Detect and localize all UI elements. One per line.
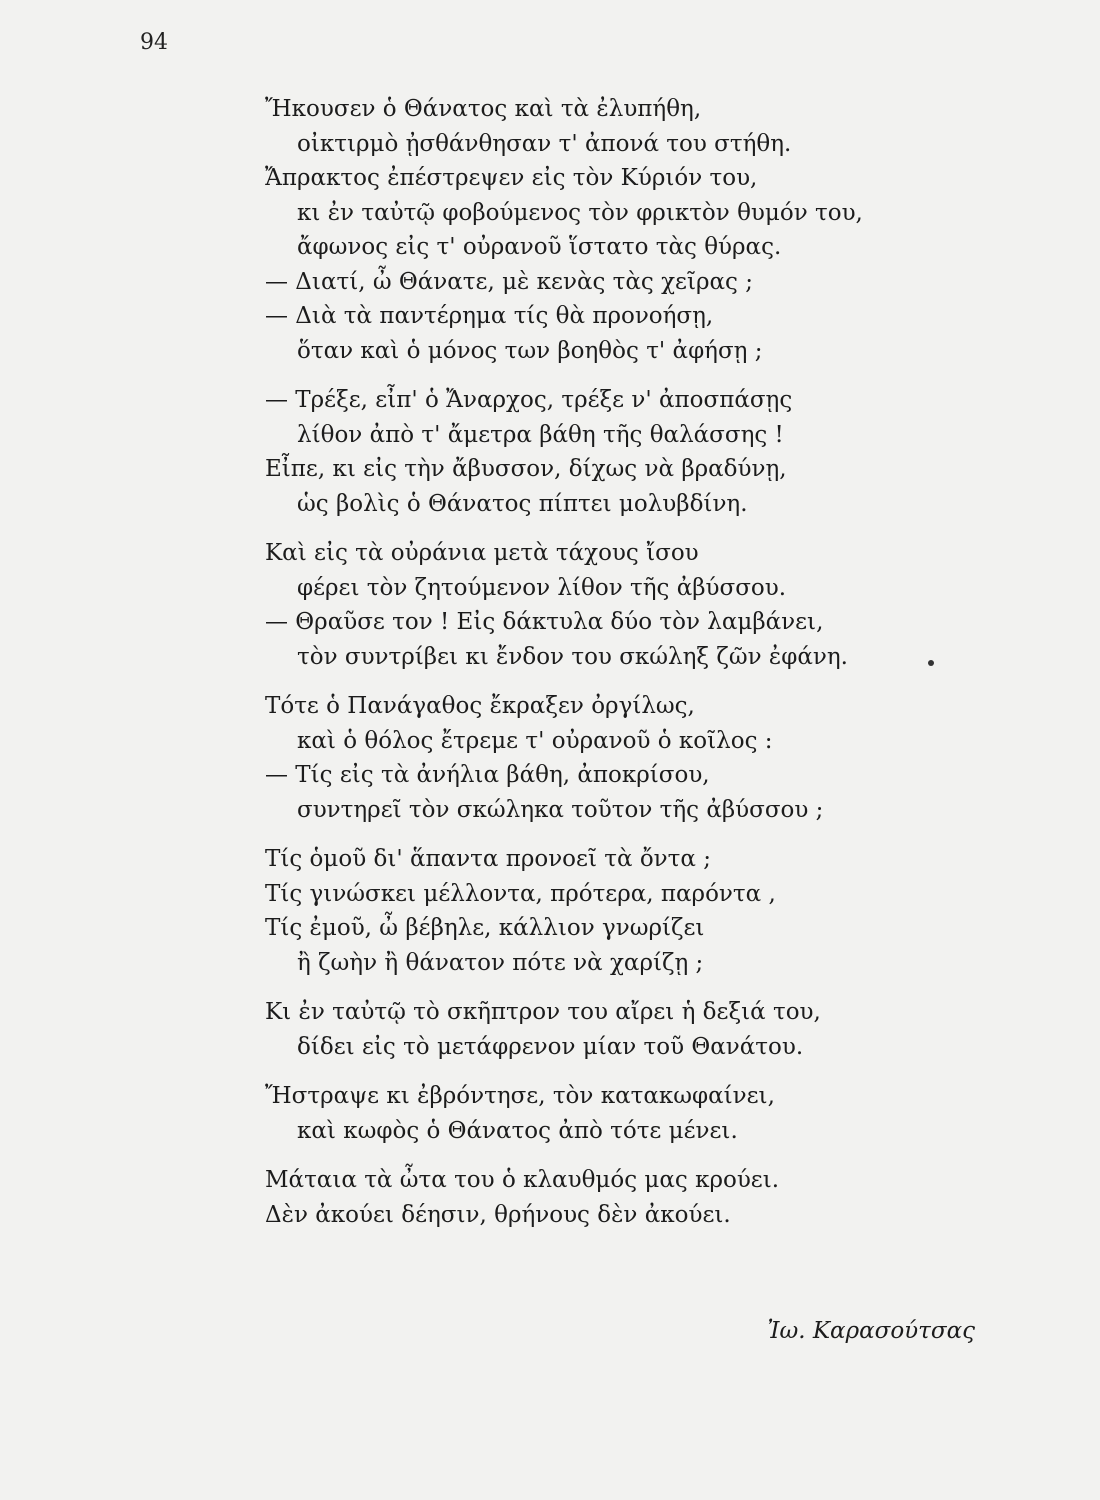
poem-line: κι ἐν ταὐτῷ φοβούμενος τὸν φρικτὸν θυμόν του,	[297, 199, 863, 226]
poem-line: τὸν συντρίβει κι ἔνδον του σκώληξ ζῶν ἐφάνη.	[297, 643, 848, 670]
poem-line: Εἶπε, κι εἰς τὴν ἄβυσσον, δίχως νὰ βραδύνῃ,	[265, 456, 787, 482]
poem-line: Ἤκουσεν ὁ Θάνατος καὶ τὰ ἐλυπήθη,	[265, 96, 702, 122]
poem-line: ὅταν καὶ ὁ μόνος των βοηθὸς τ' ἀφήσῃ ;	[297, 337, 763, 364]
poem-line: λίθον ἀπὸ τ' ἄμετρα βάθη τῆς θαλάσσης !	[297, 421, 784, 448]
poem-line: Τότε ὁ Πανάγαθος ἔκραξεν ὀργίλως,	[265, 693, 695, 719]
stanza	[265, 1163, 1025, 1232]
poem-line: Δὲν ἀκούει δέησιν, θρήνους δὲν ἀκούει.	[265, 1201, 731, 1228]
stanza	[265, 1079, 1025, 1148]
author-signature: Ἰω. Καρασούτσας	[767, 1318, 975, 1344]
poem-line: Ἄπρακτος ἐπέστρεψεν εἰς τὸν Κύριόν του,	[265, 165, 758, 191]
poem-line: δίδει εἰς τὸ μετάφρενον μίαν τοῦ Θανάτου.	[297, 1033, 804, 1060]
poem-line: — Τρέξε, εἶπ' ὁ Ἄναρχος, τρέξε ν' ἀποσπάσῃς	[265, 387, 793, 413]
poem-line: Τίς ἐμοῦ, ὦ βέβηλε, κάλλιον γνωρίζει	[265, 915, 705, 941]
ink-speck	[928, 660, 934, 666]
poem-line: Μάταια τὰ ὦτα του ὁ κλαυθμός μας κρούει.	[265, 1167, 780, 1193]
stanza	[265, 842, 1025, 980]
stanza	[265, 995, 1025, 1064]
poem-line: συντηρεῖ τὸν σκώληκα τοῦτον τῆς ἀβύσσου ;	[297, 796, 824, 823]
stanza	[265, 383, 1025, 521]
poem-line: Καὶ εἰς τὰ οὐράνια μετὰ τάχους ἴσου	[265, 540, 699, 566]
poem-line: οἰκτιρμὸ ᾐσθάνθησαν τ' ἀπονά του στήθη.	[297, 130, 792, 157]
poem-line: Ἤστραψε κι ἐβρόντησε, τὸν κατακωφαίνει,	[265, 1083, 775, 1109]
stanza	[265, 536, 1025, 674]
poem-line: Κι ἐν ταὐτῷ τὸ σκῆπτρον του αἴρει ἡ δεξιά του,	[265, 999, 821, 1025]
poem-line: Τίς γινώσκει μέλλοντα, πρότερα, παρόντα ,	[265, 880, 776, 907]
poem-line: ὡς βολὶς ὁ Θάνατος πίπτει μολυβδίνη.	[297, 490, 748, 517]
poem-line: καὶ ὁ θόλος ἔτρεμε τ' οὐρανοῦ ὁ κοῖλος :	[297, 727, 773, 754]
poem-line: — Διατί, ὦ Θάνατε, μὲ κενὰς τὰς χεῖρας ;	[265, 268, 753, 295]
poem-line: — Θραῦσε τον ! Εἰς δάκτυλα δύο τὸν λαμβάνει,	[265, 609, 824, 635]
poem	[265, 92, 1025, 1247]
poem-line: Τίς ὁμοῦ δι' ἅπαντα προνοεῖ τὰ ὄντα ;	[265, 846, 711, 872]
poem-line: ἄφωνος εἰς τ' οὐρανοῦ ἵστατο τὰς θύρας.	[297, 234, 782, 260]
stanza	[265, 92, 1025, 368]
page-number: 94	[140, 30, 168, 55]
poem-line: ἢ ζωὴν ἢ θάνατον πότε νὰ χαρίζῃ ;	[297, 949, 704, 976]
poem-line: φέρει τὸν ζητούμενον λίθον τῆς ἀβύσσου.	[297, 574, 787, 601]
poem-line: — Διὰ τὰ παντέρημα τίς θὰ προνοήσῃ,	[265, 303, 714, 329]
stanza	[265, 689, 1025, 827]
poem-line: — Τίς εἰς τὰ ἀνήλια βάθη, ἀποκρίσου,	[265, 762, 710, 788]
poem-line: καὶ κωφὸς ὁ Θάνατος ἀπὸ τότε μένει.	[297, 1117, 738, 1144]
